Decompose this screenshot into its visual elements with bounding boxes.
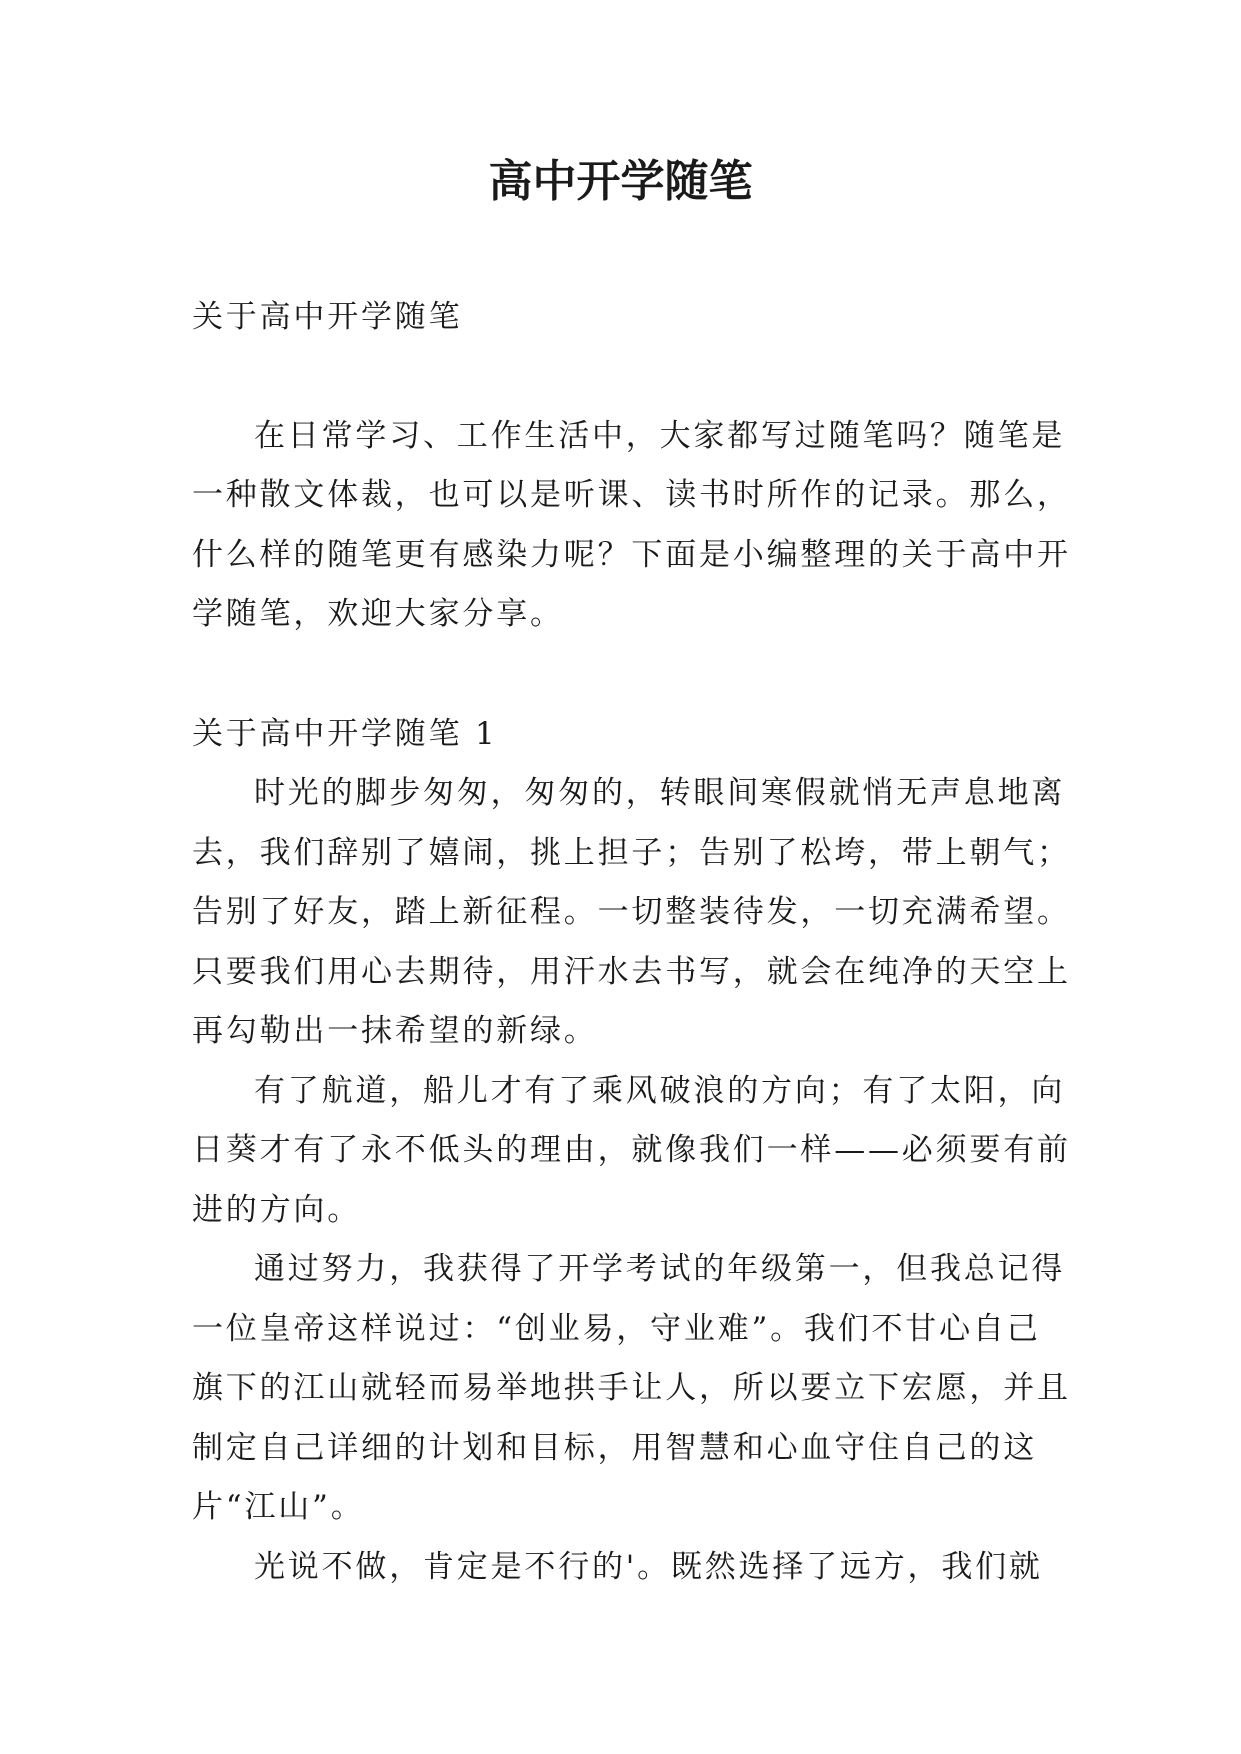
intro-heading: 关于高中开学随笔 xyxy=(192,299,463,335)
document-title: 高中开学随笔 xyxy=(488,156,753,207)
intro-paragraph: 在日常学习、工作生活中，大家都写过随笔吗？随笔是一种散文体裁，也可以是听课、读书时所作的记录。那么，什么样的随笔更有感染力呢？下面是小编整理的关于高中开学随笔，欢迎大家分享。 xyxy=(192,417,1071,632)
document-body xyxy=(192,288,1072,1597)
section-heading-1: 关于高中开学随笔 1 xyxy=(192,715,498,752)
body-paragraph: 通过努力，我获得了开学考试的年级第一，但我总记得一位皇帝这样说过：“创业易，守业难”。我们不甘心自己旗下的江山就轻而易举地拱手让人，所以要立下宏愿，并且制定自己详细的计划和目标，用智慧和心血守住自己的这片“江山”。 xyxy=(192,1251,1071,1525)
body-paragraph: 时光的脚步匆匆，匆匆的，转眼间寒假就悄无声息地离去，我们辞别了嬉闹，挑上担子；告别了松垮，带上朝气；告别了好友，踏上新征程。一切整装待发，一切充满希望。只要我们用心去期待，用汗水去书写，就会在纯净的天空上再勾勒出一抹希望的新绿。 xyxy=(192,775,1071,1049)
body-paragraph: 有了航道，船儿才有了乘风破浪的方向；有了太阳，向日葵才有了永不低头的理由，就像我们一样——必须要有前进的方向。 xyxy=(192,1072,1071,1228)
body-paragraph: 光说不做，肯定是不行的'。既然选择了远方，我们就 xyxy=(254,1548,1043,1585)
